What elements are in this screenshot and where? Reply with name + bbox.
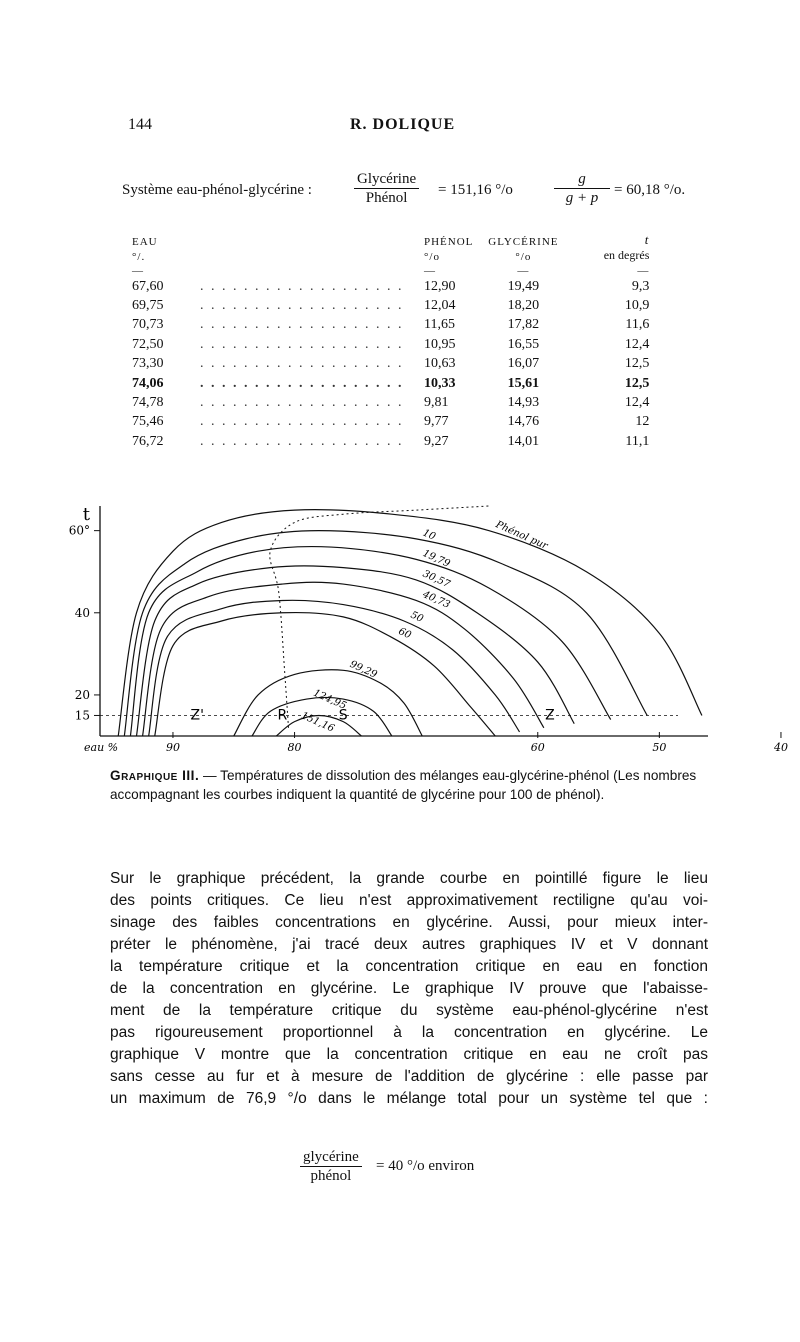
data-table: EAU PHÉNOL GLYCÉRINE t °/. °/o °/o en degrés — — — — 67,60 . . . . . . . . . . . . . . . . . . . 12,90 19,49 9,3 69,75 . . . . . . . . . . . . . . . . . . . 12,04 18,20 10,9 70,73 . . . . . . . . . . . . . . . . . . . 11,65 17,82 11,6 72,50 . . . . . . . . . . . . . . . . . . . 10,95 16,55 12,4 73,30 . . . . . . . . . . . . . . . . . . . 10,63 16,07 12,5 74,06 . . . . . . . . . . . . . . . . . . . 10,33 15,61 12,5 74,78 . . . . . . . . . . . . . . . . . . . 9,81 14,93 12,4 75,46 . . . . . . . . . . . . . . . . . . . 9,77 14,76 12 76,72 . . . . . . . . . . . . . . . . . . . 9,27 14,01 11,1 bbox=[128, 232, 649, 452]
leader-dots: . . . . . . . . . . . . . . . . . . . bbox=[200, 356, 404, 372]
cell-glycerine: 19,49 bbox=[507, 278, 540, 294]
text-line: sinage des faibles concentrations en glycérine. Aussi, pour mieux inter- bbox=[110, 914, 708, 931]
table-row bbox=[128, 335, 649, 354]
fraction-denominator: Phénol bbox=[365, 190, 408, 206]
x-tick-label: 40 bbox=[773, 741, 788, 754]
cell-phenol: 12,04 bbox=[424, 298, 456, 314]
leader-dots: . . . . . . . . . . . . . . . . . . . bbox=[200, 336, 404, 352]
x-tick-label: 50 bbox=[652, 741, 667, 754]
leader-dots: . . . . . . . . . . . . . . . . . . . bbox=[200, 395, 404, 411]
critical-point-label: Z' bbox=[190, 707, 205, 724]
table-row bbox=[128, 393, 649, 412]
fraction-numerator: glycérine bbox=[300, 1148, 362, 1167]
text-line: un maximum de 76,9 °/o dans le mélange total pour un système tel que : bbox=[110, 1090, 708, 1107]
text-line: Sur le graphique précédent, la grande courbe en pointillé figure le lieu bbox=[110, 870, 708, 887]
curve-label: 151,16 bbox=[299, 710, 336, 735]
cell-temperature: 12,5 bbox=[624, 375, 650, 391]
glycerine-phenol-ratio bbox=[300, 1148, 362, 1185]
cell-phenol: 10,95 bbox=[424, 336, 456, 352]
cell-phenol: 10,63 bbox=[424, 356, 456, 372]
table-row bbox=[128, 296, 649, 315]
table-row bbox=[128, 413, 649, 432]
cell-temperature: 12,5 bbox=[624, 356, 650, 372]
fraction-value: = 151,16 °/o bbox=[438, 182, 513, 198]
y-tick-label: 20 bbox=[74, 687, 90, 702]
curve-label: 99,29 bbox=[347, 658, 379, 681]
text-line: des points critiques. Ce lieu n'est approximativement rectiligne qu'au voi- bbox=[110, 892, 708, 909]
cell-eau: 76,72 bbox=[132, 433, 164, 449]
curve-60 bbox=[155, 613, 495, 736]
curve-ph-nol-pur bbox=[118, 510, 702, 736]
cell-glycerine: 14,76 bbox=[507, 414, 540, 430]
text-line: ment de la température critique du système eau-phénol-glycérine n'est bbox=[110, 1002, 708, 1019]
curve-label: 50 bbox=[408, 609, 425, 625]
leader-dots: . . . . . . . . . . . . . . . . . . . bbox=[200, 317, 404, 333]
running-head: R. DOLIQUE bbox=[350, 116, 456, 133]
unit-eau: °/. bbox=[132, 251, 146, 263]
y-tick-label: 40 bbox=[74, 605, 90, 620]
x-axis-label: eau % bbox=[84, 741, 119, 754]
cell-glycerine: 16,07 bbox=[507, 356, 540, 372]
cell-phenol: 10,33 bbox=[424, 375, 456, 391]
fraction-value: = 60,18 °/o. bbox=[614, 182, 686, 198]
critical-point-label: R bbox=[277, 707, 288, 724]
g-ratio-fraction bbox=[554, 170, 610, 207]
body-paragraph bbox=[110, 868, 708, 1110]
fraction-denominator: phénol bbox=[310, 1168, 352, 1184]
unit-t: en degrés bbox=[603, 248, 650, 262]
critical-point-label: Z bbox=[545, 707, 555, 724]
cell-temperature: 11,1 bbox=[625, 433, 650, 449]
formula-value: = 40 °/o environ bbox=[376, 1158, 475, 1174]
table-header-row bbox=[128, 232, 649, 248]
leader-dots: . . . . . . . . . . . . . . . . . . . bbox=[200, 433, 404, 449]
table-row bbox=[128, 374, 649, 393]
chart-axes bbox=[94, 506, 800, 738]
figure-number: Graphique III. bbox=[110, 768, 200, 783]
final-formula bbox=[300, 1148, 600, 1188]
curve-label: 10 bbox=[420, 527, 438, 543]
curve-label: 40,73 bbox=[420, 589, 452, 611]
critical-points-locus bbox=[270, 506, 489, 728]
cell-glycerine: 17,82 bbox=[507, 317, 540, 333]
fraction-numerator: Glycérine bbox=[354, 170, 419, 189]
table-unit-row bbox=[128, 248, 649, 263]
cell-eau: 72,50 bbox=[132, 336, 164, 352]
leader-dots: . . . . . . . . . . . . . . . . . . . bbox=[200, 278, 404, 294]
text-line: pas rigoureusement proportionnel à la concentration en glycérine. Le bbox=[110, 1024, 708, 1041]
y-tick-label: 60° bbox=[68, 523, 90, 538]
cell-temperature: 12,4 bbox=[624, 395, 650, 411]
cell-temperature: 12,4 bbox=[624, 336, 650, 352]
cell-temperature: 10,9 bbox=[624, 298, 650, 314]
table-row bbox=[128, 432, 649, 451]
cell-eau: 73,30 bbox=[132, 356, 164, 372]
cell-eau: 74,06 bbox=[132, 375, 164, 391]
system-label: Système eau-phénol-glycérine : bbox=[122, 182, 312, 198]
cell-temperature: 12 bbox=[635, 414, 650, 430]
col-header-eau: EAU bbox=[132, 236, 158, 248]
cell-temperature: 9,3 bbox=[631, 278, 650, 294]
x-tick-label: 60 bbox=[530, 741, 545, 754]
cell-phenol: 9,77 bbox=[424, 414, 449, 430]
dissolution-temperature-chart bbox=[0, 490, 800, 758]
cell-eau: 69,75 bbox=[132, 298, 164, 314]
unit-phenol: °/o bbox=[424, 251, 440, 263]
text-line: graphique V montre que la concentration critique en eau ne croît pas bbox=[110, 1046, 708, 1063]
leader-dots: . . . . . . . . . . . . . . . . . . . bbox=[200, 298, 404, 314]
leader-dots: . . . . . . . . . . . . . . . . . . . bbox=[200, 375, 404, 391]
fraction-numerator: g bbox=[554, 170, 610, 189]
curve-label: 30,57 bbox=[420, 568, 452, 591]
col-header-phenol: PHÉNOL bbox=[424, 236, 474, 248]
chart-labels bbox=[69, 504, 800, 754]
cell-eau: 75,46 bbox=[132, 414, 164, 430]
system-formula bbox=[122, 170, 702, 220]
caption-text: — Températures de dissolution des mélanges eau-glycérine-phénol (Les nombres accompagnant les courbes indiquent la quantité de glycérine pour 100 de phénol). bbox=[110, 768, 697, 802]
cell-glycerine: 14,01 bbox=[507, 433, 540, 449]
text-line: préter le phénomène, j'ai tracé deux autres graphiques IV et V donnant bbox=[110, 936, 708, 953]
cell-phenol: 12,90 bbox=[424, 278, 456, 294]
y-axis-label: t bbox=[82, 504, 90, 525]
x-tick-label: 90 bbox=[165, 741, 180, 754]
cell-phenol: 11,65 bbox=[424, 317, 455, 333]
col-header-t: t bbox=[644, 232, 650, 247]
curve-label: 19,79 bbox=[420, 548, 452, 570]
table-row bbox=[128, 355, 649, 374]
page-number: 144 bbox=[128, 116, 152, 133]
text-line: sans cesse au fur et à mesure de l'addition de glycérine : elle passe par bbox=[110, 1068, 708, 1085]
cell-eau: 67,60 bbox=[132, 278, 164, 294]
cell-phenol: 9,27 bbox=[424, 433, 449, 449]
cell-eau: 70,73 bbox=[132, 317, 164, 333]
text-line: la température critique et la concentration critique en eau en fonction bbox=[110, 958, 708, 975]
curve-label: 60 bbox=[396, 626, 413, 642]
critical-point-label: S bbox=[338, 707, 348, 724]
cell-glycerine: 18,20 bbox=[507, 298, 540, 314]
figure-caption bbox=[110, 766, 700, 804]
cell-glycerine: 15,61 bbox=[507, 375, 540, 391]
cell-glycerine: 16,55 bbox=[507, 336, 540, 352]
y-tick-label: 15 bbox=[74, 708, 90, 723]
unit-glycerine: °/o bbox=[515, 251, 532, 263]
cell-temperature: 11,6 bbox=[625, 317, 650, 333]
glycerine-phenol-fraction bbox=[354, 170, 419, 207]
cell-eau: 74,78 bbox=[132, 395, 164, 411]
cell-glycerine: 14,93 bbox=[507, 395, 540, 411]
col-header-glycerine: GLYCÉRINE bbox=[488, 236, 559, 248]
curve-label: Phénol pur bbox=[493, 519, 550, 552]
table-row bbox=[128, 316, 649, 335]
curve-label: 124,95 bbox=[311, 687, 348, 713]
text-line: de la concentration en glycérine. Le graphique IV prouve que l'abaisse- bbox=[110, 980, 708, 997]
cell-phenol: 9,81 bbox=[424, 395, 449, 411]
leader-dots: . . . . . . . . . . . . . . . . . . . bbox=[200, 414, 404, 430]
fraction-denominator: g + p bbox=[565, 190, 599, 206]
x-tick-label: 80 bbox=[287, 741, 302, 754]
chart-curves bbox=[118, 506, 702, 736]
table-row bbox=[128, 277, 649, 296]
